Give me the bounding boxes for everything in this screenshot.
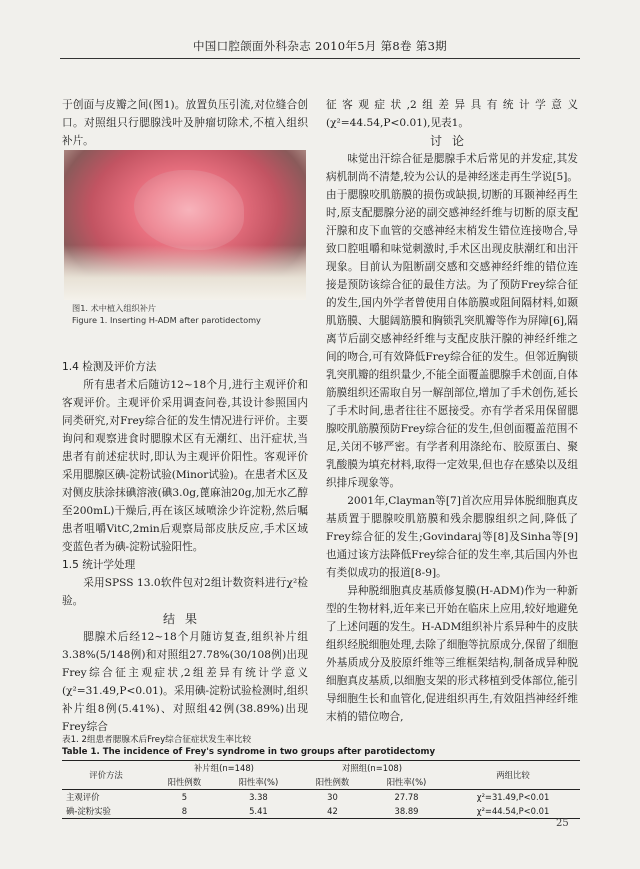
frey-incidence-table (62, 760, 580, 819)
row-method: 碘-淀粉实验 (66, 806, 111, 816)
col-control-group: 对照组(n=108) (342, 763, 403, 773)
col-method: 评价方法 (62, 761, 150, 790)
table-row (62, 790, 580, 805)
figure-1 (62, 150, 308, 335)
surgical-photo (64, 150, 306, 300)
figure-caption-cn: 图1. 术中植入组织补片 (72, 303, 157, 313)
discussion-para-2: 2001年,Clayman等[7]首次应用异体脱细胞真皮基质置于腮腺咬肌筋膜和残余腮腺组织之间,降低了Frey综合征的发生;Govindaraj等[8]及Sinha等[9]也通过该方法降低Frey综合征的发生率,其后国内外也有类似成功的报道[8-9]。 (326, 495, 578, 579)
results-heading: 结果 (162, 612, 207, 626)
row-compare: χ²=44.54,P<0.01 (476, 806, 550, 816)
sub-patch-rate: 阳性率(%) (238, 777, 279, 787)
row-compare: χ²=31.49,P<0.01 (476, 792, 550, 802)
row-control-rate: 27.78 (394, 792, 419, 802)
discussion-para-3: 异种脱细胞真皮基质修复膜(H-ADM)作为一种新型的生物材料,近年来已开始在临床上应用,较好地避免了上述问题的发生。H-ADM组织补片系异种牛的皮肤组织经脱细胞处理,去除了细胞等抗原成分,保留了细胞外基质成分及胶原纤维等三维框架结构,制备成异种脱细胞真皮基质,以细胞支架的形式移植到受体部位,能引导细胞生长和血管化,促进组织再生,有效阻挡神经纤维末梢的错位吻合, (326, 585, 578, 723)
section-1-5-heading: 1.5 统计学处理 (62, 559, 136, 571)
col-compare: 两组比较 (446, 761, 580, 790)
sub-patch-cases: 阳性例数 (167, 777, 202, 787)
table-1 (62, 734, 580, 819)
header-rule (60, 58, 580, 59)
para-results: 腮腺术后经12~18个月随访复查,组织补片组3.38%(5/148例)和对照组27.78%(30/108例)出现Frey综合征主观症状,2组差异有统计学意义(χ²=31.49,P<0.01)。采用碘-淀粉试验检测时,组织补片组8例(5.41%)、对照组42例(38.89%)出现Frey综合 (62, 631, 308, 733)
row-patch-cases: 5 (181, 792, 188, 802)
section-1-4-heading: 1.4 检测及评价方法 (62, 361, 157, 373)
row-control-cases: 42 (327, 806, 338, 816)
discussion-para-1: 味觉出汗综合征是腮腺手术后常见的并发症,其发病机制尚不清楚,较为公认的是神经迷走再生学说[5]。由于腮腺咬肌筋膜的损伤或缺损,切断的耳颞神经再生时,原支配腮腺分泌的副交感神经纤维与切断的原支配汗腺和皮下血管的交感神经末梢发生错位连接吻合,导致口腔咀嚼和味觉刺激时,手术区出现皮肤潮红和出汗现象。目前认为阻断副交感和交感神经纤维的错位连接是预防该综合征的最佳方法。为了预防Frey综合征的发生,国内外学者曾使用自体筋膜或阻间隔材料,如颞肌筋膜、大腿阔筋膜和胸锁乳突肌瓣等作为屏障[6],隔离节后副交感神经纤维与支配皮肤汗腺的神经纤维之间的吻合,可有效降低Frey综合征的发生。但邻近胸锁乳突肌瓣的组织量少,不能全面覆盖腮腺手术创面,自体筋膜组织还需取自另一解剖部位,增加了手术创伤,延长了手术时间,患者往往不愿接受。亦有学者采用保留腮腺咬肌筋膜预防Frey综合征的发生,但创面覆盖范围不足,关闭不够严密。有学者利用涤纶布、胶原蛋白、聚乳酸膜为填充材料,取得一定效果,但也存在感染以及组织排斥现象等。 (326, 153, 578, 489)
row-patch-cases: 8 (181, 806, 188, 816)
right-para-top: 征客观症状,2组差异具有统计学意义(χ²=44.54,P<0.01),见表1。 (326, 99, 578, 129)
tissue-patch (134, 170, 244, 250)
para-1-4: 所有患者术后随访12~18个月,进行主观评价和客观评价。主观评价采用调查问卷,其设计参照国内同类研究,对Frey综合征的发生情况进行评价。主要询问和观察进食时腮腺术区有无潮红、出汗症状,当患者有前述症状时,即认为主观评价阳性。客观评价采用腮腺区碘-淀粉试验(Minor试验)。在患者术区及对侧皮肤涂抹碘溶液(碘3.0g,蓖麻油20g,加无水乙醇至200mL)干燥后,再在该区域喷涂少许淀粉,然后嘱患者咀嚼VitC,2min后观察局部皮肤反应,手术区域变蓝色者为碘-淀粉试验阳性。 (62, 379, 308, 553)
running-header: 中国口腔颌面外科杂志 2010年5月 第8卷 第3期 (193, 39, 447, 53)
table-title-cn: 表1. 2组患者腮腺术后Frey综合征症状发生率比较 (62, 735, 252, 745)
discussion-heading: 讨论 (429, 134, 474, 148)
surgical-drape (64, 245, 306, 300)
figure-caption-en: Figure 1. Inserting H-ADM after parotidectomy (72, 315, 261, 325)
right-column (326, 96, 578, 726)
row-patch-rate: 3.38 (249, 792, 268, 802)
row-patch-rate: 5.41 (249, 806, 268, 816)
row-control-cases: 30 (327, 792, 338, 802)
page-number: 25 (556, 818, 569, 829)
para-1-5: 采用SPSS 13.0软件包对2组计数资料进行χ²检验。 (62, 577, 308, 607)
sub-control-cases: 阳性例数 (315, 777, 350, 787)
table-title-en: Table 1. The incidence of Frey's syndrome in two groups after parotidectomy (62, 747, 436, 757)
col-patch-group: 补片组(n=148) (193, 763, 254, 773)
sub-control-rate: 阳性率(%) (386, 777, 427, 787)
figure-caption (72, 302, 308, 326)
table-row (62, 804, 580, 819)
left-para-top: 于创面与皮瓣之间(图1)。放置负压引流,对位缝合创口。对照组只行腮腺浅叶及肿瘤切除术,不植入组织补片。 (62, 99, 308, 147)
row-control-rate: 38.89 (394, 806, 419, 816)
row-method: 主观评价 (66, 792, 100, 802)
